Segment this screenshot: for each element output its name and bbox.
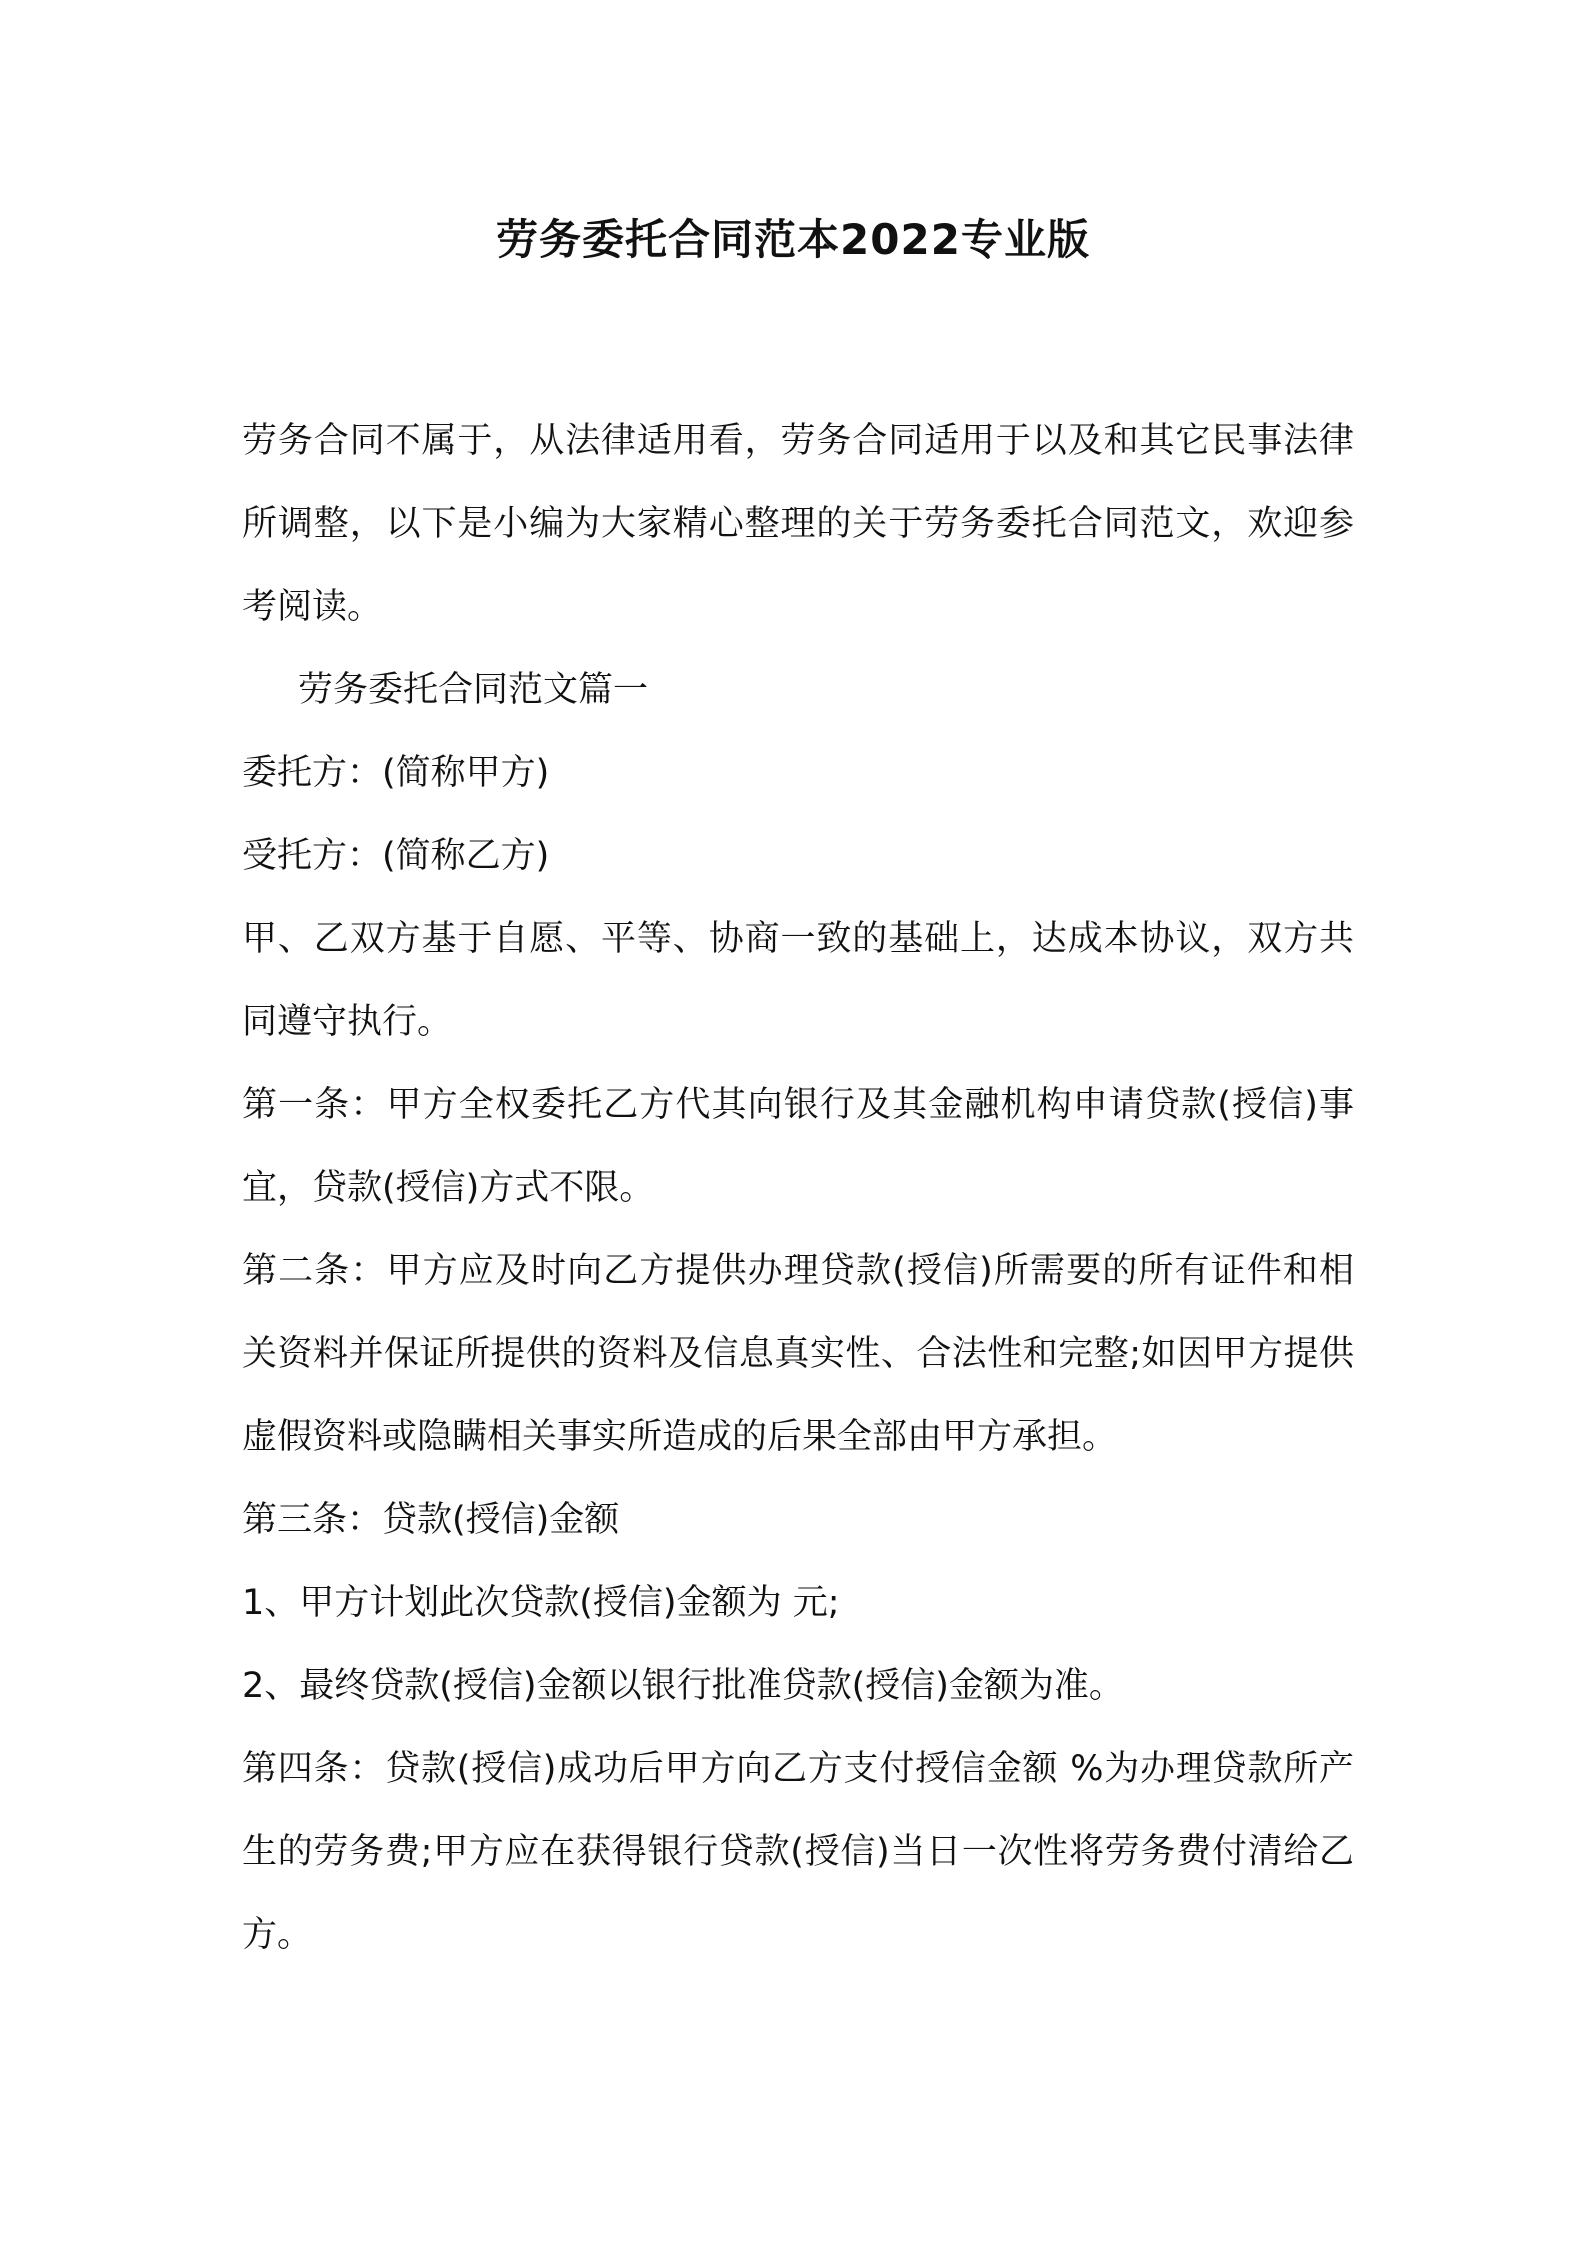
section-heading: 劳务委托合同范文篇一 (298, 670, 649, 710)
article-2: 第二条：甲方应及时向乙方提供办理贷款(授信)所需要的所有证件和相关资料并保证所提供的资料及信息真实性、合法性和完整;如因甲方提供虚假资料或隐瞒相关事实所造成的后果全部由甲方承担。 (242, 1251, 1354, 1457)
document-title: 劳务委托合同范本2022专业版 (496, 215, 1090, 264)
article-3-heading: 第三条：贷款(授信)金额 (242, 1500, 620, 1540)
article-4: 第四条：贷款(授信)成功后甲方向乙方支付授信金额 %为办理贷款所产生的劳务费;甲方应在获得银行贷款(授信)当日一次性将劳务费付清给乙方。 (242, 1749, 1354, 1955)
article-3-item-2: 2、最终贷款(授信)金额以银行批准贷款(授信)金额为准。 (242, 1666, 1124, 1706)
agreement-paragraph: 甲、乙双方基于自愿、平等、协商一致的基础上，达成本协议，双方共同遵守执行。 (242, 919, 1354, 1042)
document-body (242, 400, 1354, 1977)
intro-paragraph: 劳务合同不属于，从法律适用看，劳务合同适用于以及和其它民事法律所调整，以下是小编为大家精心整理的关于劳务委托合同范文，欢迎参考阅读。 (242, 421, 1354, 627)
article-1: 第一条：甲方全权委托乙方代其向银行及其金融机构申请贷款(授信)事宜，贷款(授信)方式不限。 (242, 1085, 1354, 1208)
party-b-line: 受托方：(简称乙方) (242, 836, 550, 876)
party-a-line: 委托方：(简称甲方) (242, 753, 550, 793)
article-3-item-1: 1、甲方计划此次贷款(授信)金额为 元; (242, 1583, 840, 1623)
